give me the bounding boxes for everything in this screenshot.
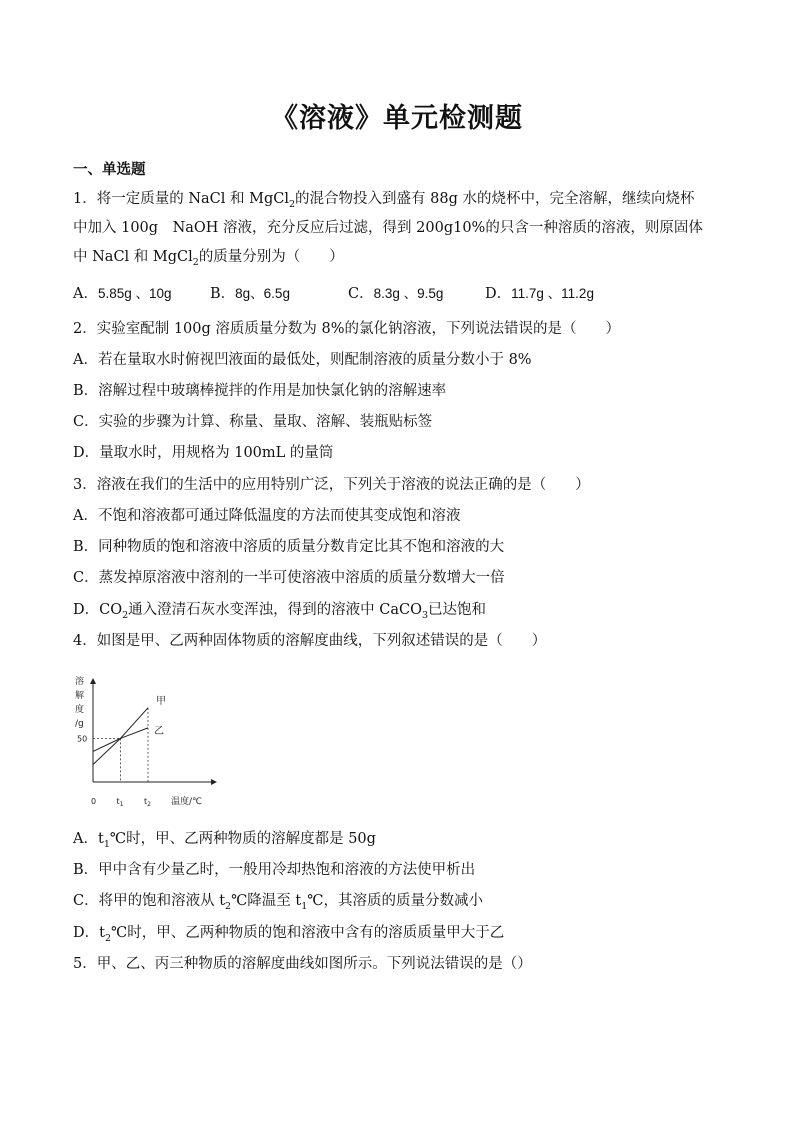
q2-stem: 2．实验室配制 100g 溶质质量分数为 8%的氯化钠溶液，下列说法错误的是（ ） [73,321,621,337]
x-axis-label: 温度/℃ [171,797,203,807]
origin-label: 0 [91,797,97,806]
y-axis-arrow [90,678,96,684]
q5-stem: 5．甲、乙、丙三种物质的溶解度曲线如图所示。下列说法错误的是（） [73,956,532,972]
subscript: 2 [225,901,232,912]
y-axis-label: /g [75,719,84,729]
section-heading: 一、单选题 [73,162,146,178]
q3-option-a: A．不饱和溶液都可通过降低温度的方法而使其变成饱和溶液 [73,508,461,524]
subscript: 3 [422,610,429,621]
q3-option-c: C．蒸发掉原溶液中溶剂的一半可使溶液中溶质的质量分数增大一倍 [73,570,505,586]
y-axis-label: 解 [75,691,85,701]
subscript: 2 [104,933,111,944]
q1-options [73,282,723,304]
q1-text-1a: 1．将一定质量的 NaCl 和 MgCl [73,191,289,207]
subscript: 2 [288,199,296,210]
q3-stem: 3．溶液在我们的生活中的应用特别广泛，下列关于溶液的说法正确的是（ ） [73,477,590,493]
q4-option-d: D．$t_2℃$时，甲、乙两种物质的饱和溶液中含有的溶质质量甲大于乙 [73,925,505,944]
y-axis-label: 度 [75,705,85,715]
q1-option-a: A．5.85g 、10g [73,286,172,302]
q2-option-c: C．实验的步骤为计算、称量、量取、溶解、装瓶贴标签 [73,414,433,430]
page-title: 《溶液》单元检测题 [271,103,523,134]
series-label: 甲 [156,695,166,707]
q1-line-1 [73,188,694,212]
q2-option-b: B．溶解过程中玻璃棒搅拌的作用是加快氯化钠的溶解速率 [73,383,447,399]
q3-option-d: D．$CO_2$通入澄清石灰水变浑浊，得到的溶液中 CaCO$_3$已达饱和 [73,602,487,621]
subscript: 1 [301,901,308,912]
q2-option-a: A．若在量取水时俯视凹液面的最低处，则配制溶液的质量分数小于 8% [73,352,532,368]
x-tick-label: $t_2$ [144,797,151,808]
q1-line-3 [73,246,344,270]
q1-option-c: C．8.3g 、9.5g [348,286,444,302]
y-axis-label: 溶 [75,677,85,687]
q1-text-3b: 的质量分别为（ ） [198,249,344,265]
x-axis-arrow [211,779,217,785]
solubility-chart [73,670,223,812]
q1-option-b: B．8g、6.5g [210,286,290,302]
subscript: 2 [192,257,199,268]
subscript: 1 [103,839,110,850]
q4-option-a: A．$t_1℃$时，甲、乙两种物质的溶解度都是 50g [73,831,376,850]
q1-line-2: 中加入 100g NaOH 溶液，充分反应后过滤，得到 200g10%的只含一种溶质的溶液，则原固体 [73,220,703,236]
q1-text-1b: 的混合物投入到盛有 88g 水的烧杯中，完全溶解，继续向烧杯 [295,191,695,207]
subscript: 2 [122,610,129,621]
x-tick-label: $t_1$ [116,797,124,808]
q2-option-d: D．量取水时，用规格为 100mL 的量筒 [73,445,334,461]
q1-option-d: D．11.7g 、11.2g [485,286,594,302]
q4-option-c: C．将甲的饱和溶液从 $t_2℃$降温至 $t_1℃$，其溶质的质量分数减小 [73,893,484,912]
y-tick-label: 50 [77,734,88,744]
q1-text-3a: 中 NaCl 和 MgCl [73,249,193,265]
solubility-chart-svg [73,670,223,812]
q4-option-b: B．甲中含有少量乙时，一般用冷却热饱和溶液的方法使甲析出 [73,862,476,878]
series-label: 乙 [154,725,164,737]
q4-stem: 4．如图是甲、乙两种固体物质的溶解度曲线，下列叙述错误的是（ ） [73,633,547,649]
q3-option-b: B．同种物质的饱和溶液中溶质的质量分数肯定比其不饱和溶液的大 [73,539,505,555]
